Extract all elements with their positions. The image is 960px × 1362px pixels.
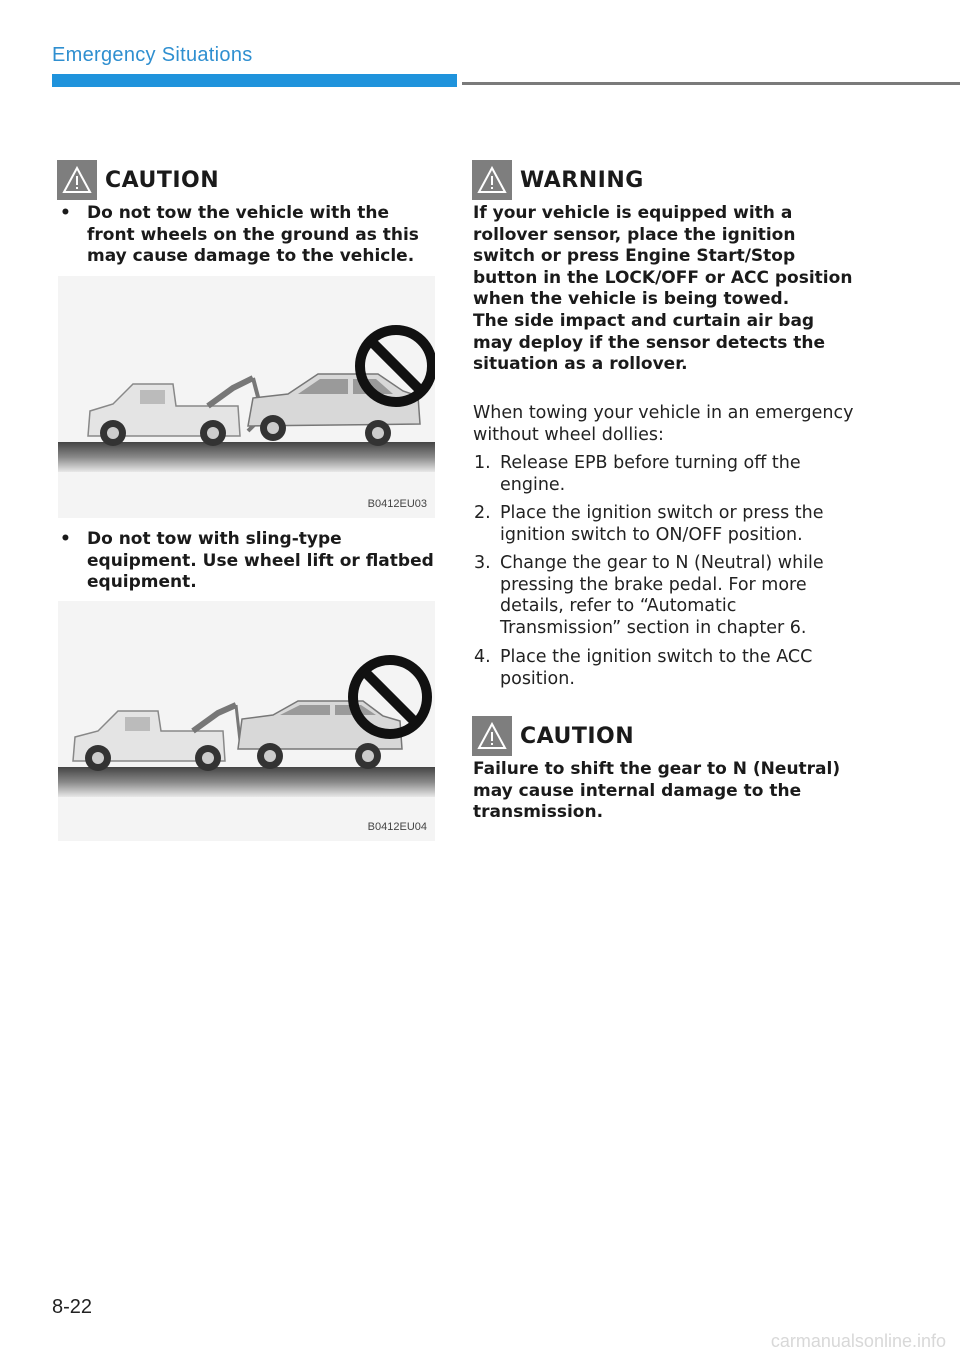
header-accent-bar xyxy=(52,74,457,87)
tow-figure-sling xyxy=(58,601,435,841)
warning-triangle-icon xyxy=(472,716,512,756)
bullet-marker: • xyxy=(60,203,71,223)
warning-text-2: The side impact and curtain air bag may deploy if the sensor detects the situation as a rollover. xyxy=(473,311,826,375)
warning-title: WARNING xyxy=(520,167,644,193)
warning-triangle-icon xyxy=(472,160,512,200)
step-number: 1. xyxy=(474,453,491,473)
header-rule xyxy=(462,82,960,85)
page-number: 8-22 xyxy=(52,1296,93,1318)
step-text: Change the gear to N (Neutral) while pressing the brake pedal. For more details, refer to “Automatic Transmission” section in chapter 6. xyxy=(500,553,824,638)
caution-title: CAUTION xyxy=(520,723,635,749)
tow-truck-illustration xyxy=(58,601,435,841)
step-text: Place the ignition switch to the ACC position. xyxy=(500,647,813,689)
step-text: Place the ignition switch or press the ignition switch to ON/OFF position. xyxy=(500,503,824,545)
bullet-text: Do not tow the vehicle with the front wheels on the ground as this may cause damage to the vehicle. xyxy=(87,203,419,266)
warning-heading xyxy=(472,160,644,200)
tow-figure-wheel-lift xyxy=(58,276,435,518)
caution-heading xyxy=(57,160,219,200)
bullet-marker: • xyxy=(60,529,71,549)
step-text: Release EPB before turning off the engine. xyxy=(500,453,801,495)
step-number: 3. xyxy=(474,553,491,573)
caution-heading xyxy=(472,716,634,756)
figure-code: B0412EU04 xyxy=(367,821,427,833)
towing-intro: When towing your vehicle in an emergency without wheel dollies: xyxy=(473,403,854,445)
tow-truck-illustration xyxy=(58,276,435,518)
bullet-text: Do not tow with sling-type equipment. Use wheel lift or flatbed equipment. xyxy=(87,529,434,592)
watermark: carmanualsonline.info xyxy=(770,1331,946,1351)
warning-triangle-icon xyxy=(57,160,97,200)
caution-title: CAUTION xyxy=(105,167,220,193)
step-number: 2. xyxy=(474,503,491,523)
figure-code: B0412EU03 xyxy=(367,498,427,510)
warning-text: If your vehicle is equipped with a rollover sensor, place the ignition switch or press Engine Start/Stop button in the LOCK/OFF or ACC position when the vehicle is being towed. xyxy=(473,203,853,310)
caution-text: Failure to shift the gear to N (Neutral) may cause internal damage to the transmission. xyxy=(473,759,841,823)
step-number: 4. xyxy=(474,647,491,667)
section-title: Emergency Situations xyxy=(52,44,253,66)
